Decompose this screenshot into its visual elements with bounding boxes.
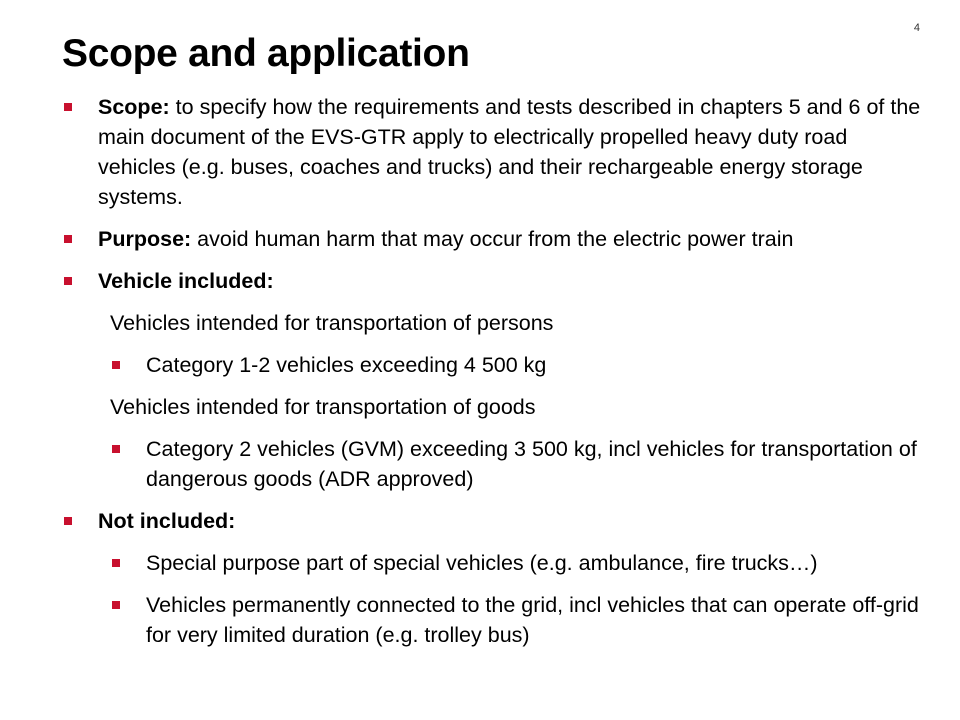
scope-text: to specify how the requirements and tests described in chapters 5 and 6 of the main document of the EVS-GTR apply to electrically propelled heavy duty road vehicles (e.g. buses, coaches and trucks) and their rechargeable energy storage systems. bbox=[98, 95, 921, 209]
purpose-text: avoid human harm that may occur from the electric power train bbox=[191, 227, 794, 251]
purpose-label: Purpose: bbox=[98, 227, 192, 251]
goods-category-text: Category 2 vehicles (GVM) exceeding 3 500 kg, incl vehicles for transportation of dangerous goods (ADR approved) bbox=[146, 437, 917, 491]
persons-heading: Vehicles intended for transportation of persons bbox=[110, 311, 554, 335]
bullet-scope bbox=[62, 92, 922, 212]
square-bullet-icon bbox=[112, 601, 120, 609]
slide-content bbox=[62, 92, 922, 662]
vehicle-included-label: Vehicle included: bbox=[98, 269, 274, 293]
slide-title: Scope and application bbox=[62, 32, 470, 75]
scope-label: Scope: bbox=[98, 95, 170, 119]
not-included-text: Special purpose part of special vehicles (e.g. ambulance, fire trucks…) bbox=[146, 551, 818, 575]
not-included-item-grid-connected bbox=[62, 590, 922, 650]
not-included-label: Not included: bbox=[98, 509, 236, 533]
square-bullet-icon bbox=[64, 103, 72, 111]
not-included-item-special-purpose bbox=[62, 548, 922, 578]
page-number: 4 bbox=[913, 22, 920, 34]
goods-heading: Vehicles intended for transportation of goods bbox=[110, 395, 536, 419]
bullet-not-included bbox=[62, 506, 922, 536]
square-bullet-icon bbox=[64, 517, 72, 525]
square-bullet-icon bbox=[112, 361, 120, 369]
persons-category-text: Category 1-2 vehicles exceeding 4 500 kg bbox=[146, 353, 547, 377]
persons-category-item bbox=[62, 350, 922, 380]
goods-category-item bbox=[62, 434, 922, 494]
bullet-vehicle-included bbox=[62, 266, 922, 296]
not-included-text: Vehicles permanently connected to the grid, incl vehicles that can operate off-grid for very limited duration (e.g. trolley bus) bbox=[146, 593, 919, 647]
square-bullet-icon bbox=[64, 277, 72, 285]
square-bullet-icon bbox=[112, 445, 120, 453]
square-bullet-icon bbox=[112, 559, 120, 567]
bullet-purpose bbox=[62, 224, 922, 254]
square-bullet-icon bbox=[64, 235, 72, 243]
